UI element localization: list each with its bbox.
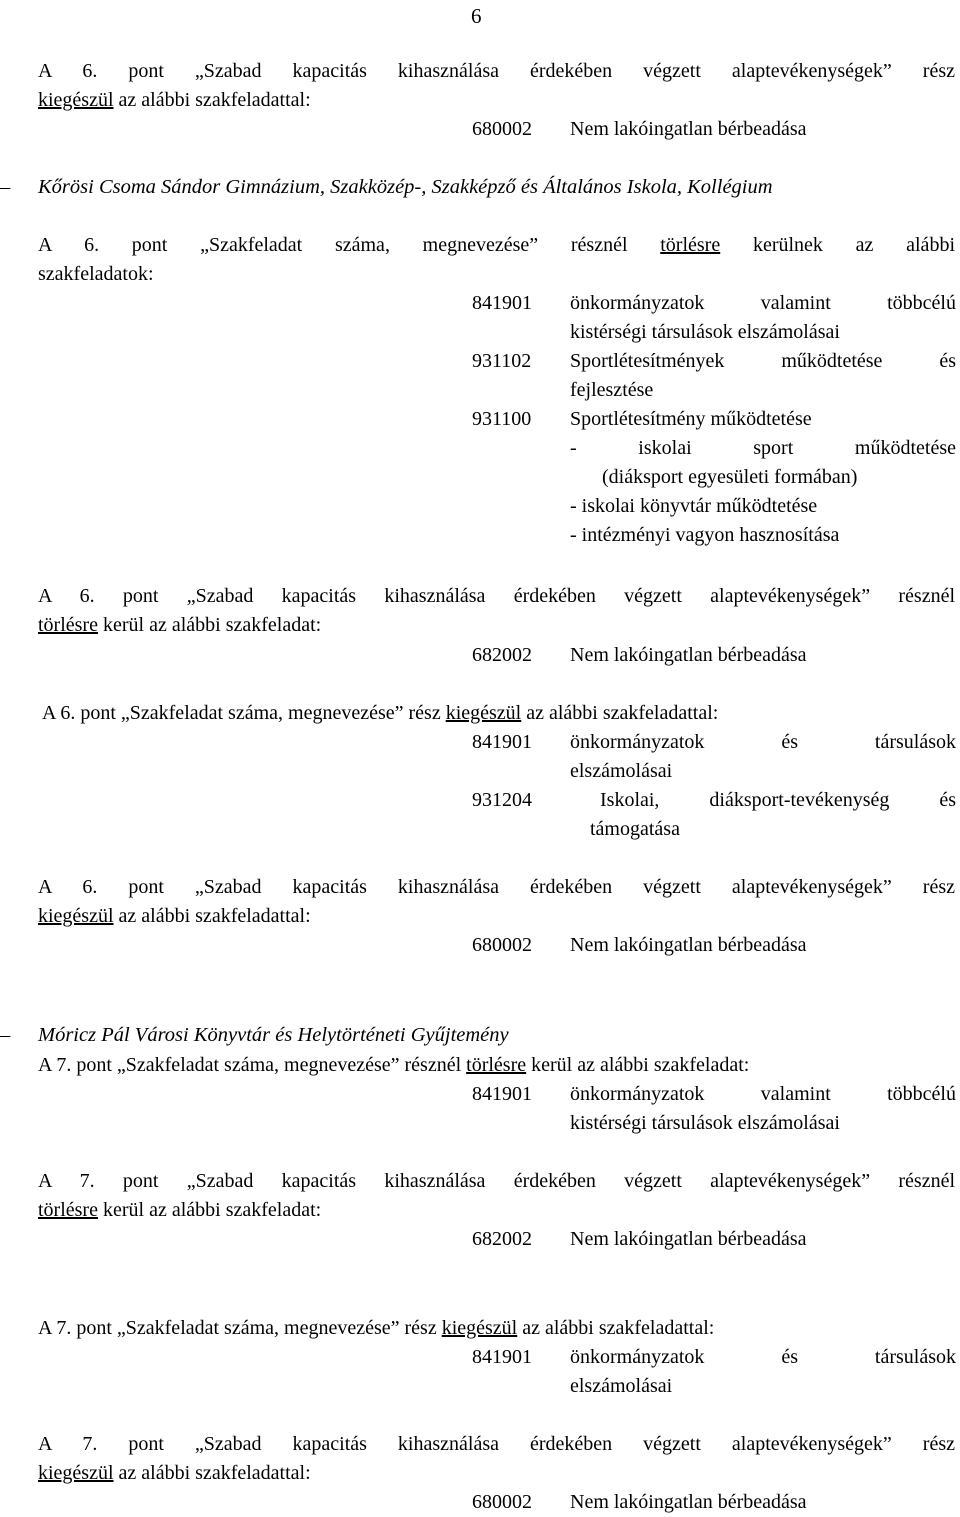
s2-item-1-line1: önkormányzatok valamint többcélú	[570, 292, 956, 314]
s8-item-line1: önkormányzatok és társulások	[570, 1346, 956, 1368]
paragraph-s8	[38, 1314, 955, 1343]
s1-line1: A 6. pont „Szabad kapacitás kihasználása érdekében végzett alaptevékenységek” rész	[38, 60, 955, 82]
s7-item-text: Nem lakóingatlan bérbeadása	[570, 1228, 807, 1250]
s9-item	[472, 1488, 956, 1517]
s4-item-1-line1: önkormányzatok és társulások	[570, 731, 956, 753]
paragraph-s2	[38, 231, 955, 289]
paragraph-s5	[38, 873, 955, 931]
s1-line2-rest: az alábbi szakfeladattal:	[113, 89, 311, 111]
s8-line1	[38, 1314, 955, 1343]
s2-item-3-line1: Sportlétesítmény működtetése	[570, 408, 812, 430]
s2-item-1-line2: kistérségi társulások elszámolásai	[570, 321, 840, 343]
s2-item-2-line2: fejlesztése	[570, 379, 654, 401]
s1-line2	[38, 86, 955, 115]
s2-subitem-2: - iskolai könyvtár működtetése	[570, 495, 818, 517]
paragraph-s6	[38, 1051, 955, 1080]
s4-item-2-code: 931204	[472, 789, 532, 811]
s9-line1: A 7. pont „Szabad kapacitás kihasználása érdekében végzett alaptevékenységek” rész	[38, 1433, 955, 1455]
s6-item-code: 841901	[472, 1083, 532, 1105]
heading-1-text: Kőrösi Csoma Sándor Gimnázium, Szakközép-, Szakképző és Általános Iskola, Kollégium	[38, 176, 773, 198]
s4-line1	[42, 699, 955, 728]
s2-line1	[38, 231, 955, 260]
heading-2-text: Móricz Pál Városi Könyvtár és Helytörténeti Gyűjtemény	[38, 1024, 509, 1046]
s4-item-1-line2: elszámolásai	[570, 760, 673, 782]
paragraph-s7	[38, 1167, 955, 1225]
s2-item-2	[472, 347, 956, 376]
paragraph-s4	[42, 699, 955, 728]
s9-item-code: 680002	[472, 1491, 532, 1513]
s2-item-2-code: 931102	[472, 350, 532, 372]
s2-item-3-code: 931100	[472, 408, 532, 430]
s9-underlined: kiegészül	[38, 1462, 114, 1484]
s5-line2-rest: az alábbi szakfeladattal:	[113, 905, 311, 927]
s7-underlined: törlésre	[38, 1199, 98, 1221]
s3-line1: A 6. pont „Szabad kapacitás kihasználása érdekében végzett alaptevékenységek” résznél	[38, 585, 955, 607]
s6-line1-a: A 7. pont „Szakfeladat száma, megnevezése” résznél	[38, 1054, 467, 1076]
s6-line1-b: kerül az alábbi szakfeladat:	[526, 1054, 750, 1076]
paragraph-s9	[38, 1430, 955, 1488]
s2-item-1	[472, 289, 956, 318]
s4-item-1	[472, 728, 956, 757]
s2-item-1-code: 841901	[472, 292, 532, 314]
s8-line1-b: az alábbi szakfeladattal:	[517, 1317, 715, 1339]
s1-item-code: 680002	[472, 118, 532, 140]
s2-line1-a: A 6. pont „Szakfeladat száma, megnevezése” résznél	[38, 234, 661, 256]
s6-item-line1: önkormányzatok valamint többcélú	[570, 1083, 956, 1105]
s9-item-text: Nem lakóingatlan bérbeadása	[570, 1491, 807, 1513]
paragraph-s3	[38, 582, 955, 640]
s2-line2: szakfeladatok:	[38, 263, 154, 285]
institution-heading-2	[0, 1021, 950, 1050]
s1-underlined: kiegészül	[38, 89, 114, 111]
s7-line1: A 7. pont „Szabad kapacitás kihasználása érdekében végzett alaptevékenységek” résznél	[38, 1170, 955, 1192]
s8-line1-a: A 7. pont „Szakfeladat száma, megnevezése” rész	[38, 1317, 442, 1339]
s7-line2-rest: kerül az alábbi szakfeladat:	[97, 1199, 322, 1221]
s8-item	[472, 1343, 956, 1401]
s5-line1: A 6. pont „Szabad kapacitás kihasználása érdekében végzett alaptevékenységek” rész	[38, 876, 955, 898]
s2-subitem-1-text: - iskolai sport működtetése	[570, 437, 956, 459]
paragraph-s1	[38, 57, 955, 115]
s7-item-code: 682002	[472, 1228, 532, 1250]
s4-item-1-code: 841901	[472, 731, 532, 753]
s4-item-2	[472, 786, 956, 815]
s6-item	[472, 1080, 956, 1138]
s3-item-code: 682002	[472, 644, 532, 666]
s9-line2	[38, 1459, 955, 1488]
s4-line1-b: az alábbi szakfeladattal:	[521, 702, 719, 724]
s1-item-text: Nem lakóingatlan bérbeadása	[570, 118, 807, 140]
dash-icon: –	[0, 176, 11, 198]
s6-line1	[38, 1051, 955, 1080]
s9-line2-rest: az alábbi szakfeladattal:	[113, 1462, 311, 1484]
s3-line2	[38, 611, 955, 640]
s2-underlined: törlésre	[660, 234, 721, 256]
page-number: 6	[471, 4, 482, 28]
s5-item	[472, 931, 956, 960]
s7-item	[472, 1225, 956, 1254]
s3-line2-rest: kerül az alábbi szakfeladat:	[97, 614, 322, 636]
s7-line2	[38, 1196, 955, 1225]
institution-heading-1	[0, 173, 950, 202]
s1-item	[472, 115, 956, 144]
s3-item-text: Nem lakóingatlan bérbeadása	[570, 644, 807, 666]
s6-item-line2: kistérségi társulások elszámolásai	[570, 1112, 840, 1134]
s2-item-3	[472, 405, 956, 434]
s2-line1-b: kerülnek az alábbi	[720, 234, 955, 256]
s4-line1-a: A 6. pont „Szakfeladat száma, megnevezése” rész	[42, 702, 446, 724]
s5-line2	[38, 902, 955, 931]
s6-underlined: törlésre	[466, 1054, 527, 1076]
dash-icon: –	[0, 1024, 11, 1046]
s4-underlined: kiegészül	[445, 702, 522, 724]
s8-item-code: 841901	[472, 1346, 532, 1368]
s2-subitem-1	[472, 434, 956, 463]
s8-underlined: kiegészül	[441, 1317, 518, 1339]
s2-items	[472, 289, 956, 550]
s5-item-code: 680002	[472, 934, 532, 956]
s2-item-2-line1: Sportlétesítmények működtetése és	[570, 350, 956, 372]
s3-underlined: törlésre	[38, 614, 98, 636]
s4-items	[472, 728, 956, 844]
s3-item	[472, 641, 956, 670]
s5-underlined: kiegészül	[38, 905, 114, 927]
s4-item-2-line1: Iskolai, diáksport-tevékenység és	[600, 789, 956, 811]
s2-subitem-1-note: (diáksport egyesületi formában)	[602, 466, 858, 488]
s2-subitem-3: - intézményi vagyon hasznosítása	[570, 524, 840, 546]
s5-item-text: Nem lakóingatlan bérbeadása	[570, 934, 807, 956]
s8-item-line2: elszámolásai	[570, 1375, 673, 1397]
s4-item-2-line2: támogatása	[590, 818, 680, 840]
